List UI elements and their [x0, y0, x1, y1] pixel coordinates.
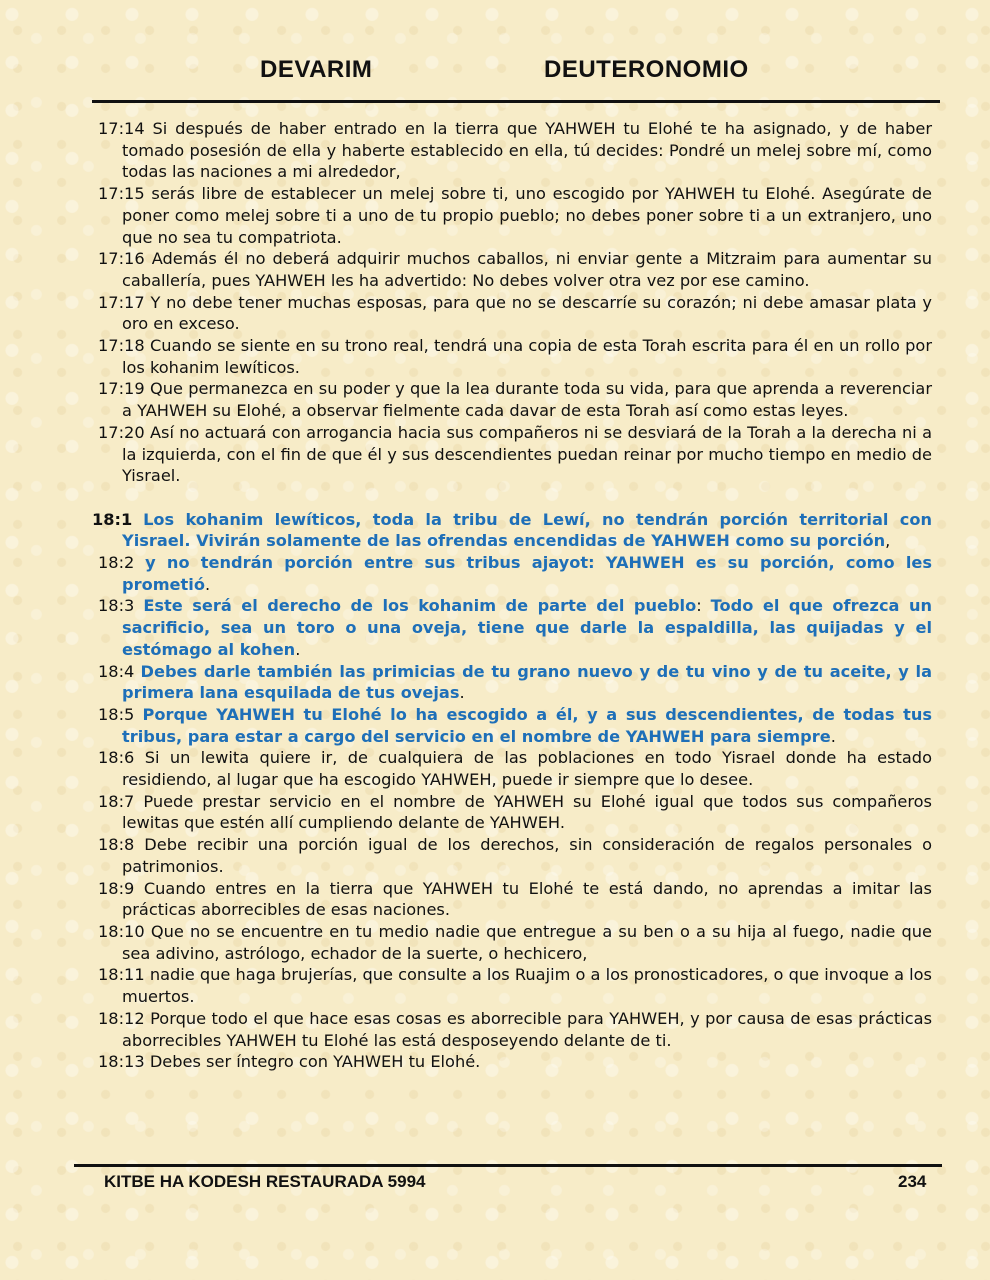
- page-number: 234: [898, 1172, 927, 1191]
- verse-18-6: 18:6 Si un lewita quiere ir, de cualquiera de las poblaciones en todo Yisrael donde ha estado residiendo, al lugar que ha escogido YAHWEH, puede ir siempre que lo desee.: [98, 748, 932, 790]
- verse-18-2: 18:2 y no tendrán porción entre sus tribus ajayot: YAHWEH es su porción, como les prometió.: [98, 553, 932, 594]
- header-book-spanish: DEUTERONOMIO: [544, 56, 749, 83]
- verse-17-19: 17:19 Que permanezca en su poder y que la lea durante toda su vida, para que aprenda a reverenciar a YAHWEH su Elohé, a observar fielmente cada davar de esta Torah así como estas leyes.: [98, 379, 933, 421]
- footer-title: KITBE HA KODESH RESTAURADA 5994: [104, 1172, 426, 1191]
- verse-18-3: 18:3 Este será el derecho de los kohanim de parte del pueblo: Todo el que ofrezca un sacrificio, sea un toro o una oveja, tiene que darle la espaldilla, las quijadas y el estómago al kohen.: [98, 596, 932, 659]
- verse-17-15: 17:15 serás libre de establecer un melej sobre ti, uno escogido por YAHWEH tu Elohé. Asegúrate de poner como melej sobre ti a uno de tu propio pueblo; no debes poner sobre ti a un extranjero, uno que no sea tu compatriota.: [98, 184, 932, 247]
- header-book-hebrew: DEVARIM: [260, 56, 373, 83]
- verse-17-17: 17:17 Y no debe tener muchas esposas, para que no se descarríe su corazón; ni debe amasar plata y oro en exceso.: [98, 292, 932, 334]
- verse-17-14: 17:14 Si después de haber entrado en la tierra que YAHWEH tu Elohé te ha asignado, y de haber tomado posesión de ella y haberte establecido en ella, tú decides: Pondré un melej sobre mí, como todas las naciones a mi alrededor,: [98, 119, 932, 182]
- verse-18-7: 18:7 Puede prestar servicio en el nombre de YAHWEH su Elohé igual que todos sus compañeros lewitas que estén allí cumpliendo delante de YAHWEH.: [98, 791, 932, 833]
- header-rule: [92, 100, 940, 103]
- verse-17-16: 17:16 Además él no deberá adquirir muchos caballos, ni enviar gente a Mitzraim para aumentar su caballería, pues YAHWEH les ha advertido: No debes volver otra vez por ese camino.: [98, 249, 932, 290]
- verse-18-1: 18:1 Los kohanim lewíticos, toda la tribu de Lewí, no tendrán porción territorial con Yisrael. Vivirán solamente de las ofrendas encendidas de YAHWEH como su porción,: [92, 509, 932, 551]
- verse-18-11: 18:11 nadie que haga brujerías, que consulte a los Ruajim o a los pronosticadores, o que invoque a los muertos.: [98, 965, 932, 1007]
- verse-18-10: 18:10 Que no se encuentre en tu medio nadie que entregue a su ben o a su hija al fuego, nadie que sea adivino, astrólogo, echador de la suerte, o hechicero,: [98, 922, 932, 963]
- verse-17-18: 17:18 Cuando se siente en su trono real, tendrá una copia de esta Torah escrita para él en un rollo por los kohanim lewíticos.: [98, 336, 932, 377]
- verse-18-5: 18:5 Porque YAHWEH tu Elohé lo ha escogido a él, y a sus descendientes, de todas tus tribus, para estar a cargo del servicio en el nombre de YAHWEH para siempre.: [98, 704, 932, 746]
- verse-18-4: 18:4 Debes darle también las primicias de tu grano nuevo y de tu vino y de tu aceite, y la primera lana esquilada de tus ovejas.: [98, 661, 932, 703]
- page-body: [92, 118, 933, 1073]
- verse-18-8: 18:8 Debe recibir una porción igual de los derechos, sin consideración de regalos personales o patrimonios.: [98, 835, 932, 876]
- verse-17-20: 17:20 Así no actuará con arrogancia hacia sus compañeros ni se desviará de la Torah a la derecha ni a la izquierda, con el fin de que él y sus descendientes puedan reinar por mucho tiempo en medio de Yisrael.: [98, 422, 932, 486]
- footer-rule: [74, 1164, 942, 1167]
- verse-18-12: 18:12 Porque todo el que hace esas cosas es aborrecible para YAHWEH, y por causa de esas prácticas aborrecibles YAHWEH tu Elohé las está desposeyendo delante de ti.: [98, 1008, 933, 1050]
- page-header: [92, 56, 940, 90]
- verse-18-13: 18:13 Debes ser íntegro con YAHWEH tu Elohé.: [98, 1052, 481, 1072]
- verse-18-9: 18:9 Cuando entres en la tierra que YAHWEH tu Elohé te está dando, no aprendas a imitar las prácticas aborrecibles de esas naciones.: [98, 878, 932, 920]
